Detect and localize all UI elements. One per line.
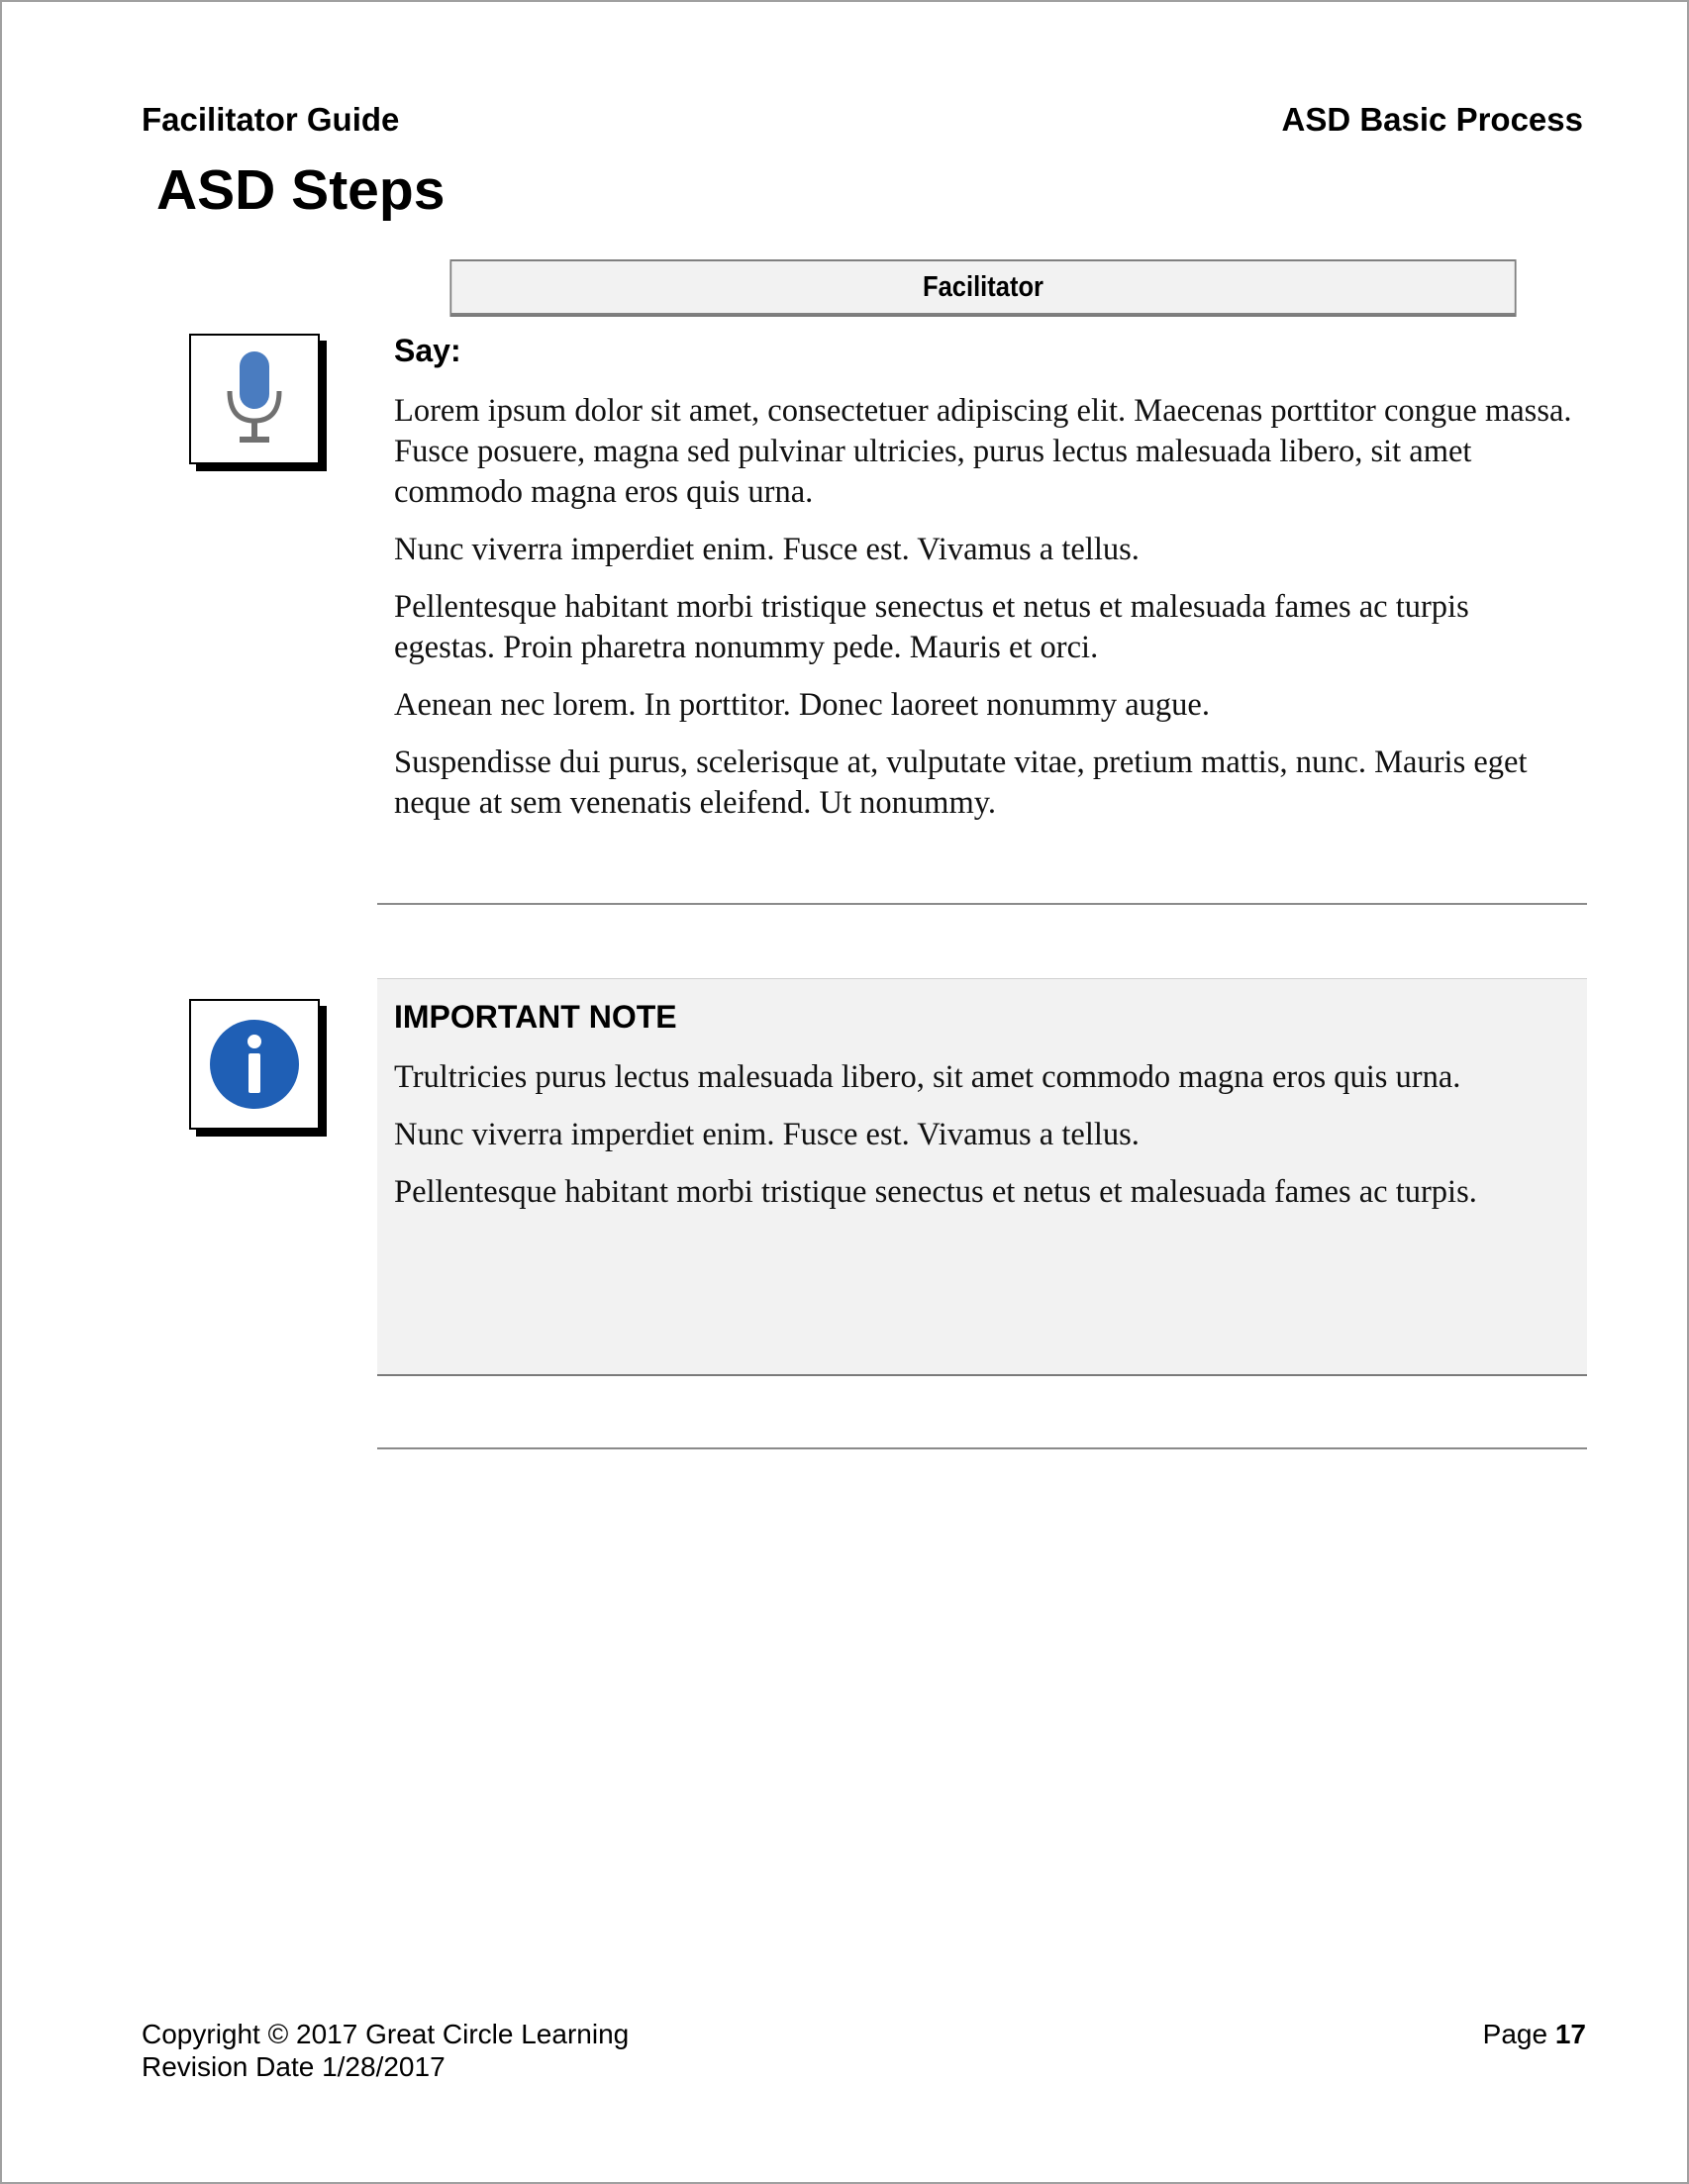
page-number	[1483, 2018, 1586, 2050]
note-paragraph: Nunc viverra imperdiet enim. Fusce est. Vivamus a tellus.	[394, 1117, 1140, 1152]
note-paragraph: Trultricies purus lectus malesuada libero, sit amet commodo magna eros quis urna.	[394, 1059, 1461, 1095]
note-title: IMPORTANT NOTE	[394, 999, 677, 1035]
footer-left	[142, 2018, 629, 2083]
copyright-text: Copyright © 2017 Great Circle Learning	[142, 2019, 630, 2049]
revision-date: Revision Date 1/28/2017	[142, 2051, 446, 2082]
section-divider	[377, 903, 1587, 905]
say-paragraph: Pellentesque habitant morbi tristique senectus et netus et malesuada fames ac turpis egestas. Proin pharetra nonummy pede. Mauris et orci.	[394, 589, 1469, 665]
note-paragraph: Pellentesque habitant morbi tristique senectus et netus et malesuada fames ac turpis.	[394, 1174, 1477, 1210]
say-paragraph: Lorem ipsum dolor sit amet, consectetuer adipiscing elit. Maecenas porttitor congue massa. Fusce posuere, magna sed pulvinar ultricies, purus lectus malesuada libero, sit amet commodo magna eros quis urna.	[394, 393, 1572, 510]
important-note-box	[377, 978, 1587, 1376]
page-title: ASD Steps	[156, 158, 446, 222]
page-number-value: 17	[1554, 2019, 1586, 2049]
say-paragraph: Nunc viverra imperdiet enim. Fusce est. Vivamus a tellus.	[394, 532, 1140, 567]
say-paragraph: Suspendisse dui purus, scelerisque at, vulputate vitae, pretium mattis, nunc. Mauris eget neque at sem venenatis eleifend. Ut nonummy.	[394, 745, 1528, 821]
section-divider	[377, 1447, 1587, 1449]
say-label: Say:	[394, 333, 461, 368]
say-section	[394, 333, 1572, 841]
header-left: Facilitator Guide	[142, 101, 400, 138]
header-right: ASD Basic Process	[1281, 101, 1583, 138]
info-icon	[189, 999, 320, 1130]
say-paragraph: Aenean nec lorem. In porttitor. Donec laoreet nonummy augue.	[394, 687, 1210, 723]
page-label: Page	[1482, 2019, 1548, 2049]
facilitator-header: Facilitator	[449, 259, 1516, 315]
microphone-icon	[189, 334, 320, 464]
